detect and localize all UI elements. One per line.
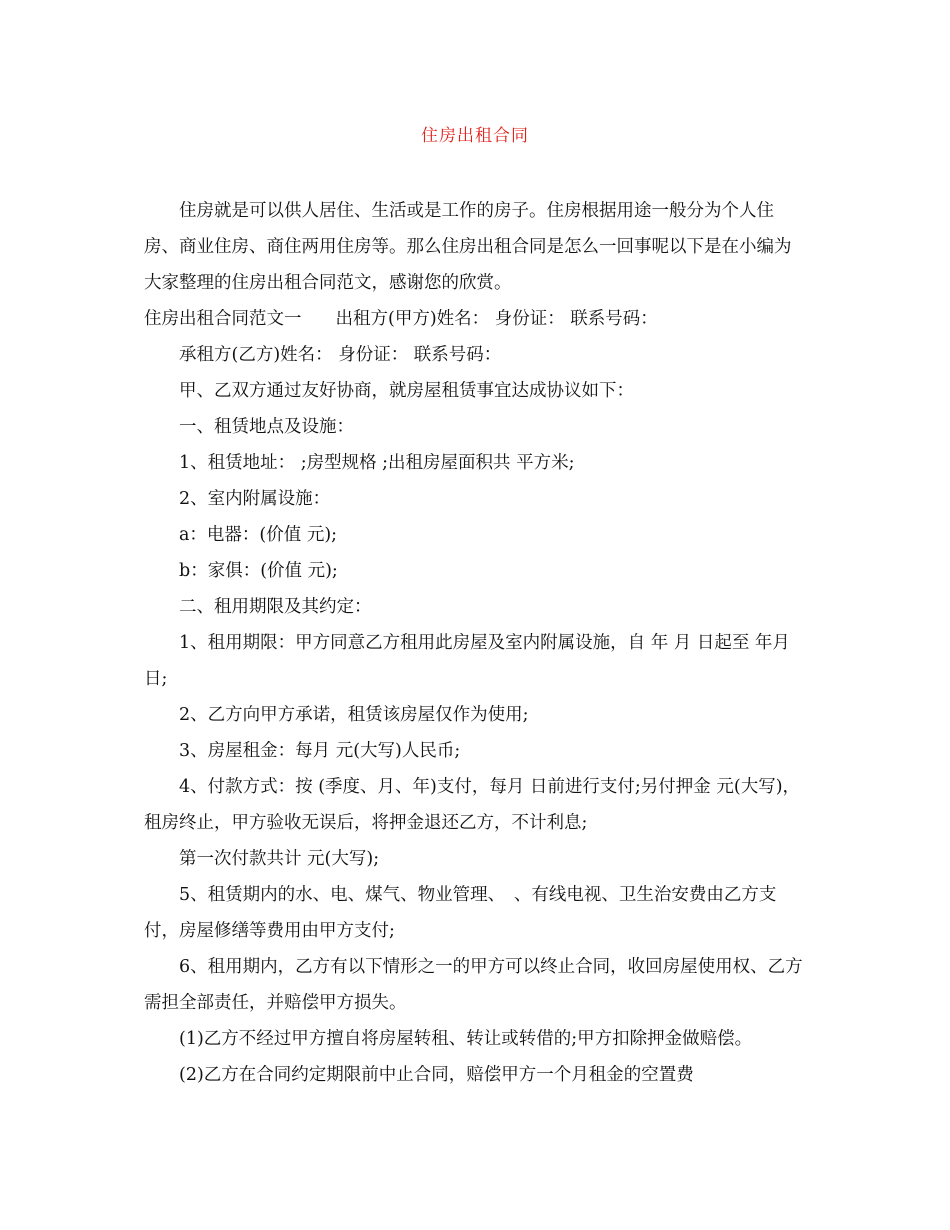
clause-address: 1、租赁地址： ;房型规格 ;出租房屋面积共 平方米; xyxy=(179,453,575,473)
landlord-info: 出租方(甲方)姓名： 身份证： 联系号码： xyxy=(335,309,658,329)
section-heading-term: 二、租用期限及其约定： xyxy=(179,597,372,617)
clause-appliances: a：电器：(价值 元); xyxy=(179,525,338,545)
sample-heading-line xyxy=(144,301,808,337)
intro-paragraph: 住房就是可以供人居住、生活或是工作的房子。住房根据用途一般分为个人住房、商业住房、商住两用住房等。那么住房出租合同是怎么一回事呢以下是在小编为大家整理的住房出租合同范文，感谢您的欣赏。 xyxy=(144,201,792,293)
clause-first-payment: 第一次付款共计 元(大写); xyxy=(179,849,380,869)
clause-rent: 3、房屋租金：每月 元(大写)人民币; xyxy=(179,741,461,761)
clause-termination: 6、租用期内，乙方有以下情形之一的甲方可以终止合同，收回房屋使用权、乙方需担全部责任，并赔偿甲方损失。 xyxy=(144,957,803,1013)
clause-facilities: 2、室内附属设施： xyxy=(179,489,331,509)
termination-case-2: (2)乙方在合同约定期限前中止合同，赔偿甲方一个月租金的空置费 xyxy=(179,1065,694,1085)
termination-case-1: (1)乙方不经过甲方擅自将房屋转租、转让或转借的;甲方扣除押金做赔偿。 xyxy=(179,1029,753,1049)
clause-usage: 2、乙方向甲方承诺，租赁该房屋仅作为使用; xyxy=(179,705,529,725)
tenant-info: 承租方(乙方)姓名： 身份证： 联系号码： xyxy=(179,345,502,365)
sample-heading: 住房出租合同范文一 xyxy=(144,309,302,329)
agreement-intro: 甲、乙双方通过友好协商，就房屋租赁事宜达成协议如下： xyxy=(179,381,634,401)
clause-utilities: 5、租赁期内的水、电、煤气、物业管理、 、有线电视、卫生治安费由乙方支付，房屋修缮等费用由甲方支付; xyxy=(144,885,777,941)
clause-payment: 4、付款方式：按 (季度、月、年)支付，每月 日前进行支付;另付押金 元(大写)，租房终止，甲方验收无误后，将押金退还乙方，不计利息; xyxy=(144,777,801,833)
document-body xyxy=(144,193,808,1093)
clause-term: 1、租用期限：甲方同意乙方租用此房屋及室内附属设施，自 年 月 日起至 年月 日; xyxy=(144,633,790,689)
section-heading-location: 一、租赁地点及设施： xyxy=(179,417,354,437)
clause-furniture: b：家俱：(价值 元); xyxy=(179,561,338,581)
document-title: 住房出租合同 xyxy=(421,126,529,146)
